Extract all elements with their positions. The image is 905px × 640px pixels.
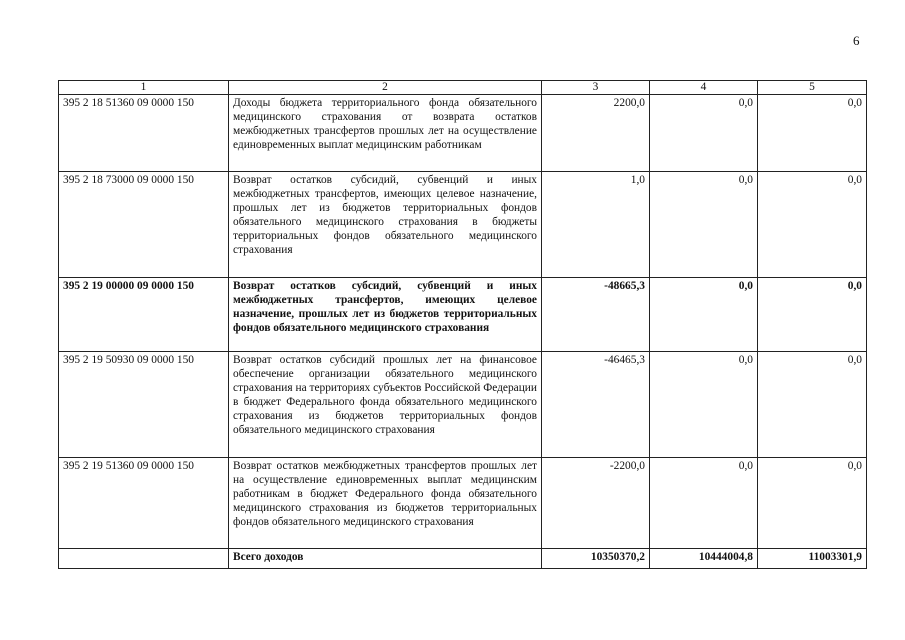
total-value-4: 10444004,8 xyxy=(650,549,758,569)
row-value-3: -2200,0 xyxy=(542,458,650,549)
row-value-3: -48665,3 xyxy=(542,278,650,352)
table-row xyxy=(59,458,867,549)
row-code: 395 2 18 51360 09 0000 150 xyxy=(59,95,229,172)
row-value-4: 0,0 xyxy=(650,95,758,172)
column-header-2: 2 xyxy=(229,81,542,95)
page-number: 6 xyxy=(853,33,860,48)
table-row xyxy=(59,95,867,172)
row-code: 395 2 19 51360 09 0000 150 xyxy=(59,458,229,549)
row-value-3: 1,0 xyxy=(542,172,650,278)
table-header-row xyxy=(59,81,867,95)
row-value-3: 2200,0 xyxy=(542,95,650,172)
row-value-3: -46465,3 xyxy=(542,352,650,458)
row-name: Возврат остатков субсидий, субвенций и иных межбюджетных трансфертов, имеющих целевое назначение, прошлых лет из бюджетов территориальных фондов обязательного медицинского страхования xyxy=(229,278,542,352)
row-value-4: 0,0 xyxy=(650,278,758,352)
column-header-3: 3 xyxy=(542,81,650,95)
table-row xyxy=(59,352,867,458)
table-row xyxy=(59,172,867,278)
row-value-4: 0,0 xyxy=(650,352,758,458)
table-row xyxy=(59,278,867,352)
row-value-5: 0,0 xyxy=(758,458,867,549)
total-row xyxy=(59,549,867,569)
column-header-4: 4 xyxy=(650,81,758,95)
column-header-1: 1 xyxy=(59,81,229,95)
row-name: Возврат остатков субсидий, субвенций и иных межбюджетных трансфертов, имеющих целевое назначение, прошлых лет из бюджетов территориальных фондов обязательного медицинского страхования в бюджеты территориальных фондов обязательного медицинского страхования xyxy=(229,172,542,278)
row-value-5: 0,0 xyxy=(758,95,867,172)
row-value-5: 0,0 xyxy=(758,352,867,458)
total-code xyxy=(59,549,229,569)
row-name: Возврат остатков межбюджетных трансфертов прошлых лет на осуществление единовременных выплат медицинским работникам в бюджет Федерального фонда обязательного медицинского страхования из бюджетов территориальных фондов обязательного медицинского страхования xyxy=(229,458,542,549)
row-value-4: 0,0 xyxy=(650,458,758,549)
total-label: Всего доходов xyxy=(229,549,542,569)
row-code: 395 2 19 00000 09 0000 150 xyxy=(59,278,229,352)
column-header-5: 5 xyxy=(758,81,867,95)
revenue-table xyxy=(58,80,867,569)
row-value-5: 0,0 xyxy=(758,278,867,352)
row-code: 395 2 18 73000 09 0000 150 xyxy=(59,172,229,278)
row-code: 395 2 19 50930 09 0000 150 xyxy=(59,352,229,458)
total-value-3: 10350370,2 xyxy=(542,549,650,569)
row-name: Возврат остатков субсидий прошлых лет на финансовое обеспечение организации обязательного медицинского страхования на территориях субъектов Российской Федерации в бюджет Федерального фонда обязательного медицинского страхования из бюджетов территориальных фондов обязательного медицинского страхования xyxy=(229,352,542,458)
row-value-4: 0,0 xyxy=(650,172,758,278)
row-value-5: 0,0 xyxy=(758,172,867,278)
total-value-5: 11003301,9 xyxy=(758,549,867,569)
row-name: Доходы бюджета территориального фонда обязательного медицинского страхования от возврата остатков межбюджетных трансфертов прошлых лет на осуществление единовременных выплат медицинским работникам xyxy=(229,95,542,172)
